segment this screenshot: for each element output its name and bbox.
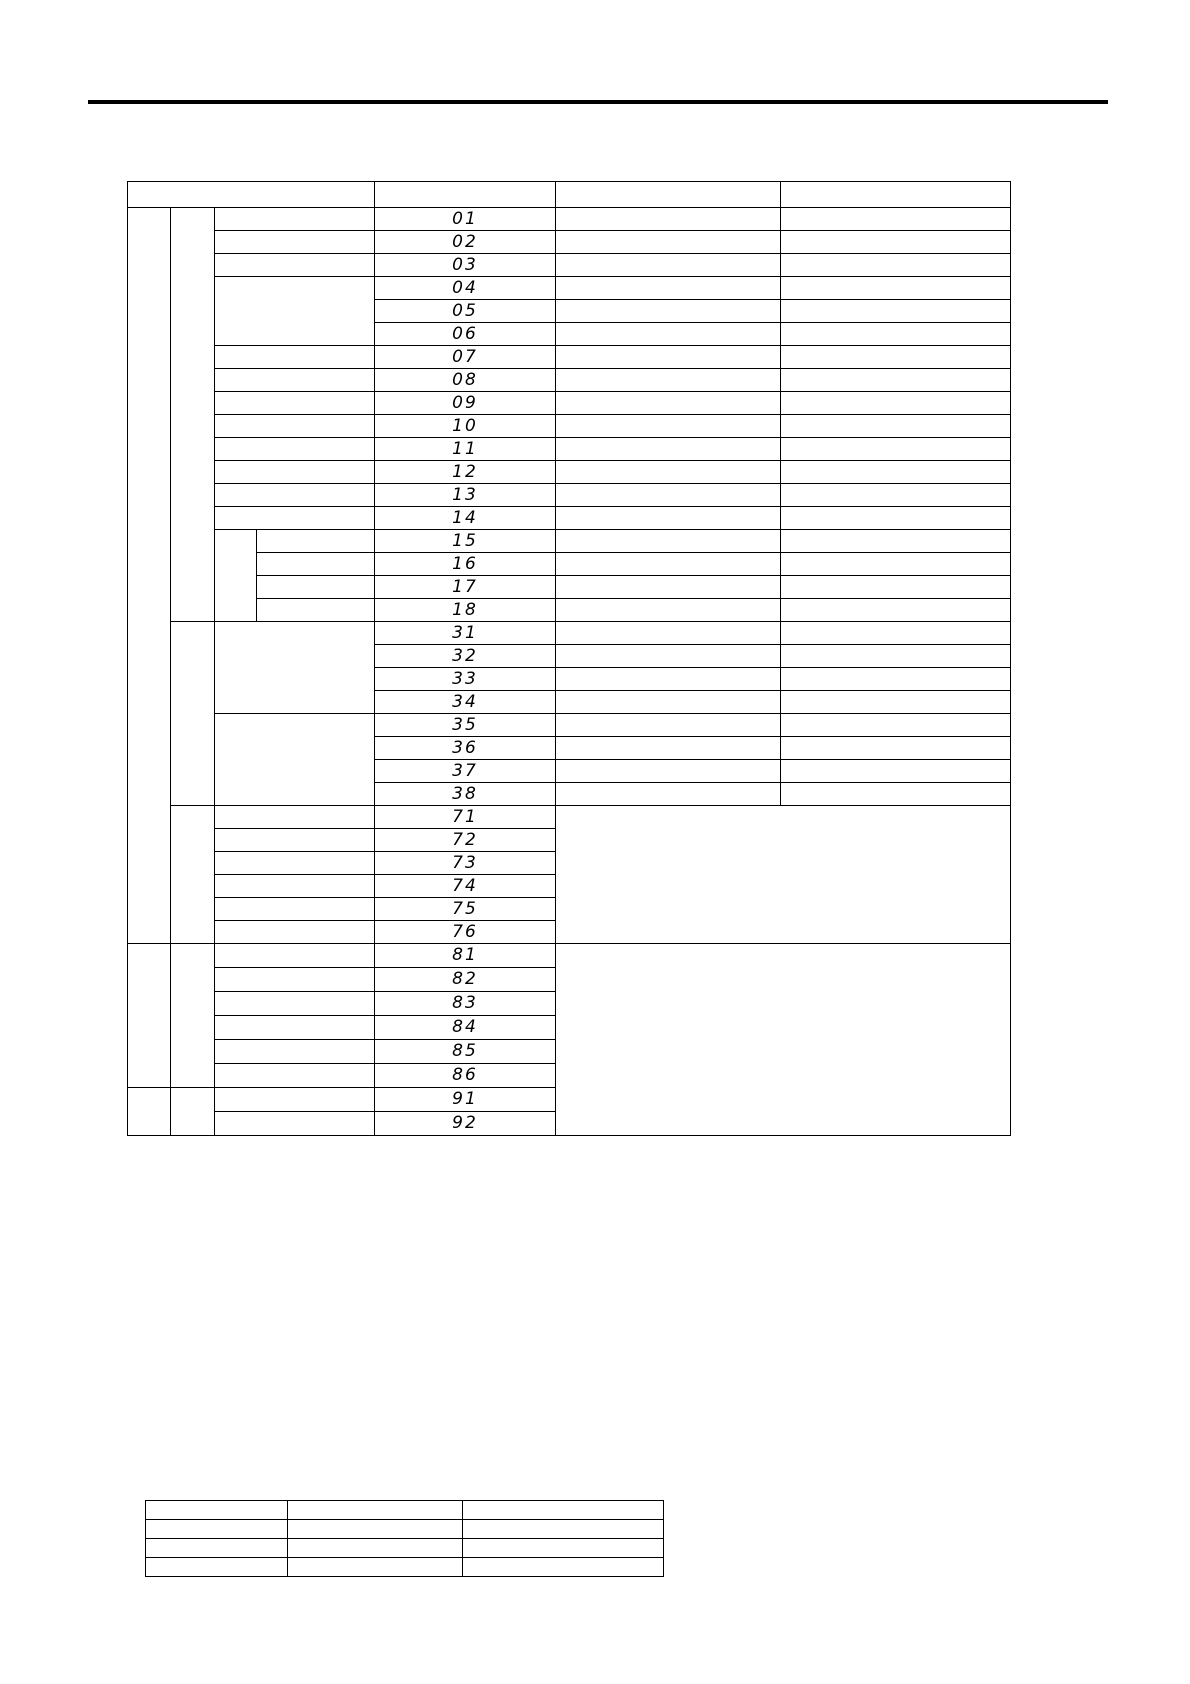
subgroup-cell-1 (171, 208, 215, 622)
header-row (128, 182, 1011, 208)
subgroup-cell-5 (171, 1088, 215, 1136)
code-cell: 72 (375, 829, 556, 852)
code-cell: 03 (375, 254, 556, 277)
header-cell-col4 (781, 182, 1011, 208)
code-table (127, 181, 1011, 1136)
header-cell-col3 (556, 182, 781, 208)
code-cell: 31 (375, 622, 556, 645)
code-cell: 34 (375, 691, 556, 714)
merged-block-2 (556, 944, 1011, 1136)
table-row (128, 599, 1011, 622)
table-row (128, 622, 1011, 645)
code-cell: 08 (375, 369, 556, 392)
code-cell: 36 (375, 737, 556, 760)
code-cell: 18 (375, 599, 556, 622)
code-cell: 84 (375, 1016, 556, 1040)
code-cell: 38 (375, 783, 556, 806)
table-row (128, 369, 1011, 392)
code-cell: 76 (375, 921, 556, 944)
code-cell: 02 (375, 231, 556, 254)
merged-block-1 (556, 806, 1011, 944)
table-row (146, 1520, 664, 1539)
code-cell: 74 (375, 875, 556, 898)
code-cell: 15 (375, 530, 556, 553)
subgroup-cell-2 (171, 622, 215, 806)
code-cell: 01 (375, 208, 556, 231)
table-row (128, 553, 1011, 576)
table-row (146, 1539, 664, 1558)
table-row (128, 576, 1011, 599)
code-cell: 75 (375, 898, 556, 921)
code-cell: 37 (375, 760, 556, 783)
table-row (128, 277, 1011, 300)
code-cell: 13 (375, 484, 556, 507)
code-cell: 73 (375, 852, 556, 875)
small-table (145, 1500, 664, 1577)
subgroup-cell-4 (171, 944, 215, 1088)
code-cell: 04 (375, 277, 556, 300)
code-cell: 05 (375, 300, 556, 323)
subgroup-cell-3 (171, 806, 215, 944)
code-cell: 92 (375, 1112, 556, 1136)
top-rule (88, 100, 1108, 104)
table-row (146, 1558, 664, 1577)
table-row (128, 254, 1011, 277)
code-cell: 11 (375, 438, 556, 461)
table-row (128, 806, 1011, 829)
code-cell: 86 (375, 1064, 556, 1088)
code-cell: 14 (375, 507, 556, 530)
table-row (128, 392, 1011, 415)
code-cell: 06 (375, 323, 556, 346)
code-cell: 81 (375, 944, 556, 968)
table-row (128, 530, 1011, 553)
group-cell-c (128, 1088, 171, 1136)
code-cell: 83 (375, 992, 556, 1016)
code-cell: 33 (375, 668, 556, 691)
table-row (128, 507, 1011, 530)
table-row (128, 415, 1011, 438)
table-row (128, 208, 1011, 231)
table-row (128, 438, 1011, 461)
code-cell: 10 (375, 415, 556, 438)
code-cell: 91 (375, 1088, 556, 1112)
table-row (128, 231, 1011, 254)
table-row (128, 944, 1011, 968)
code-cell: 16 (375, 553, 556, 576)
header-cell-category (128, 182, 375, 208)
code-cell: 09 (375, 392, 556, 415)
code-cell: 35 (375, 714, 556, 737)
code-cell: 82 (375, 968, 556, 992)
table-row (146, 1501, 664, 1520)
code-cell: 12 (375, 461, 556, 484)
table-row (128, 484, 1011, 507)
table-row (128, 461, 1011, 484)
group-cell-b (128, 944, 171, 1088)
code-cell: 85 (375, 1040, 556, 1064)
code-cell: 07 (375, 346, 556, 369)
code-cell: 32 (375, 645, 556, 668)
table-row (128, 714, 1011, 737)
code-cell: 17 (375, 576, 556, 599)
code-cell: 71 (375, 806, 556, 829)
group-cell-a (128, 208, 171, 944)
header-cell-code (375, 182, 556, 208)
table-row (128, 346, 1011, 369)
